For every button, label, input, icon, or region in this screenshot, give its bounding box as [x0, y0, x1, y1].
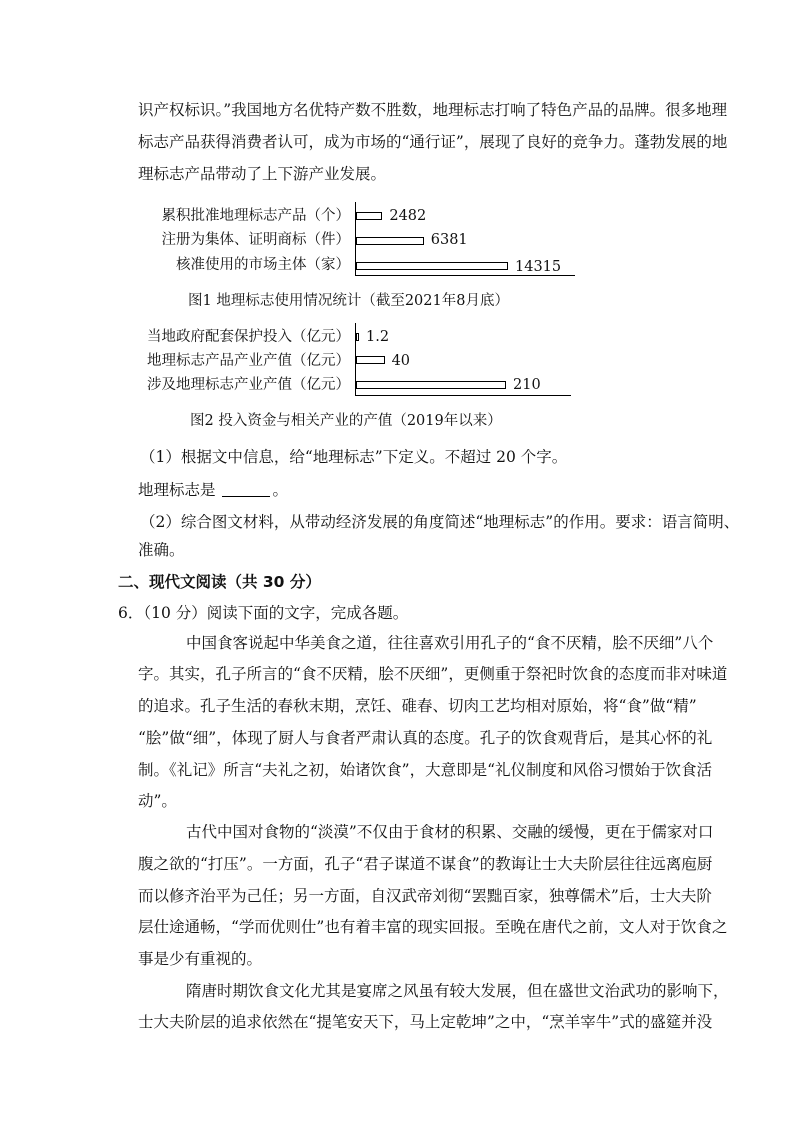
chart2-category-label: 当地政府配套保护投入（亿元）	[147, 329, 350, 345]
answer-prefix: 地理标志是	[138, 481, 216, 499]
chart2-category-label: 地理标志产品产业产值（亿元）	[147, 353, 350, 369]
chart2-bar	[356, 381, 506, 389]
answer-blank[interactable]	[222, 482, 270, 497]
intro-line-1: 识产权标识。”我国地方名优特产数不胜数，地理标志打响了特色产品的品牌。很多地理	[138, 101, 728, 119]
question-2-line-2: 准确。	[138, 541, 185, 559]
chart2-x-axis	[355, 395, 571, 396]
passage-line: 层仕途通畅，“学而优则仕”也有着丰富的现实回报。至晚在唐代之前，文人对于饮食之	[138, 918, 728, 936]
section-heading: 二、现代文阅读（共 30 分）	[118, 573, 321, 591]
passage-line: 士大夫阶层的追求依然在“提笔安天下，马上定乾坤”之中，“烹羊宰牛”式的盛筵并没	[138, 1013, 713, 1031]
chart2-bar	[356, 333, 359, 341]
chart1-category-label: 核准使用的市场主体（家）	[176, 257, 350, 273]
passage-line: 而以修齐治平为己任；另一方面，自汉武帝刘彻“罢黜百家，独尊儒术”后，士大夫阶	[138, 887, 712, 905]
passage-line: 事是少有重视的。	[138, 950, 263, 968]
chart1-title: 图1 地理标志使用情况统计（截至2021年8月底）	[188, 293, 509, 309]
passage-line: 字。其实，孔子所言的“食不厌精，脍不厌细”，更侧重于祭祀时饮食的态度而非对味道	[138, 665, 728, 683]
answer-suffix: 。	[272, 481, 288, 499]
chart2-bar	[356, 356, 385, 364]
passage-line: 隋唐时期饮食文化尤其是宴席之风虽有较大发展，但在盛世文治武功的影响下，	[186, 982, 729, 1000]
chart1-value-label: 14315	[515, 259, 562, 275]
passage-line: 制。《礼记》所言“夫礼之初，始诸饮食”，大意即是“礼仪制度和风俗习惯始于饮食活	[138, 761, 713, 779]
intro-line-3: 理标志产品带动了上下游产业发展。	[138, 165, 387, 183]
chart1-category-label: 累积批准地理标志产品（个）	[161, 208, 350, 224]
passage-line: 动”。	[138, 792, 177, 810]
passage-line: 腹之欲的“打压”。一方面，孔子“君子谋道不谋食”的教诲让士大夫阶层往往远离庖厨	[138, 855, 713, 873]
chart1-value-label: 2482	[389, 208, 427, 224]
passage-line: 中国食客说起中华美食之道，往往喜欢引用孔子的“食不厌精，脍不厌细”八个	[186, 634, 714, 652]
intro-line-2: 标志产品获得消费者认可，成为市场的“通行证”，展现了良好的竞争力。蓬勃发展的地	[138, 133, 728, 151]
chart1-bar	[356, 262, 508, 270]
passage-line: 的追求。孔子生活的春秋末期，烹饪、碓春、切肉工艺均相对原始，将“食”做“精”	[138, 697, 697, 715]
chart1-bar	[356, 212, 382, 220]
question-6: 6．（10 分）阅读下面的文字，完成各题。	[118, 604, 409, 622]
passage-line: “脍”做“细”，体现了厨人与食者严肃认真的态度。孔子的饮食观背后，是其心怀的礼	[138, 729, 713, 747]
chart2-value-label: 210	[513, 377, 541, 393]
chart1-bar	[356, 237, 424, 245]
question-2-line-1: （2）综合图文材料，从带动经济发展的角度简述“地理标志”的作用。要求：语言简明、	[140, 513, 740, 531]
chart2-category-label: 涉及地理标志产业产值（亿元）	[147, 377, 350, 393]
question-1: （1）根据文中信息，给“地理标志”下定义。不超过 20 个字。	[140, 448, 568, 466]
chart2-value-label: 40	[391, 353, 411, 369]
chart2-title: 图2 投入资金与相关产业的产值（2019年以来）	[190, 413, 502, 429]
chart1-value-label: 6381	[430, 232, 468, 248]
chart1-category-label: 注册为集体、证明商标（件）	[161, 232, 350, 248]
chart2-value-label: 1.2	[366, 329, 390, 345]
question-1-answer	[138, 480, 288, 500]
passage-line: 古代中国对食物的“淡漠”不仅由于食材的积累、交融的缓慢，更在于儒家对口	[186, 823, 714, 841]
